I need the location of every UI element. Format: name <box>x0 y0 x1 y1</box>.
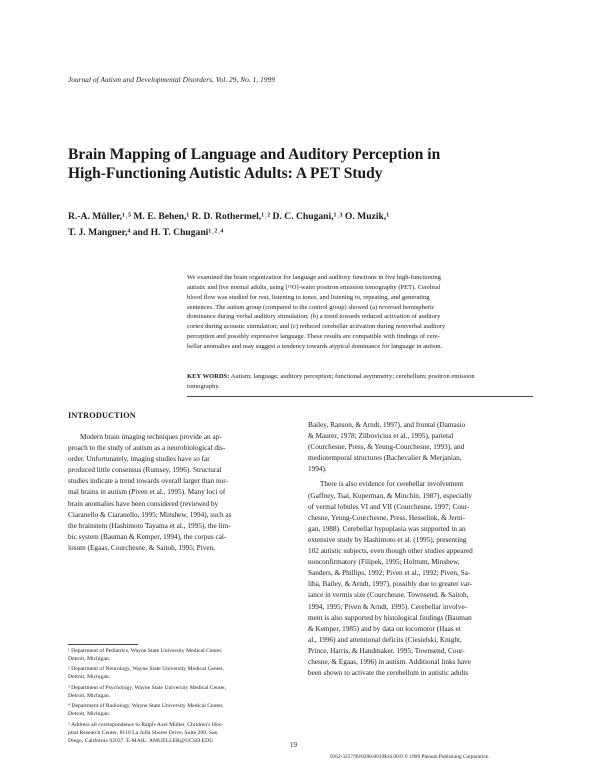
footnote-line: ² Department of Neurology, Wayne State University Medical Center, <box>68 666 224 673</box>
abstract-line: cortex during acoustic stimulation; and (c) reduced cerebellar activation during nonverbal auditory <box>187 323 446 331</box>
body-line: 1994). <box>308 465 327 474</box>
footnote <box>68 666 298 682</box>
body-line: 102 autistic subjects, even though other studies appeared <box>308 547 473 556</box>
abstract-line: dominance during verbal auditory stimulation; (b) a trend towards reduced activation of auditory <box>187 313 441 321</box>
copyright-line: 0162-3257/99/0200-0019$16.00/0 © 1999 Plenum Publishing Corporation <box>330 754 489 760</box>
body-line: bic system (Bauman & Kemper, 1994), the corpus cal- <box>68 532 227 541</box>
body-column-left <box>68 432 298 554</box>
footnote <box>68 703 298 719</box>
body-line: iance in vermis size (Courchesne, Townsend, & Saitoh, <box>308 591 469 600</box>
body-line: extensive study by Hashimoto et al. (1995), presenting <box>308 535 467 544</box>
journal-citation: Journal of Autism and Developmental Disorders, Vol. 29, No. 1, 1999 <box>68 76 275 84</box>
body-line: (Courchesne, Press, & Yeung-Courchesne, 1993), and <box>308 443 465 452</box>
body-line: 1994, 1995; Piven & Arndt, 1995). Cerebellar involve- <box>308 602 468 611</box>
body-line: & Maurer, 1978; Zilbovicius et al., 1995), parietal <box>308 432 454 441</box>
footnote <box>68 648 298 664</box>
page-number: 19 <box>290 741 297 749</box>
title-line: High-Functioning Autistic Adults: A PET Study <box>68 165 383 182</box>
keywords-label: KEY WORDS: <box>187 373 230 380</box>
body-line: chesne, Yeung-Courchesne, Press, Hesselink, & Jerni- <box>308 513 466 522</box>
abstract-line: sentences. The autism group (compared to the control group) showed (a) reversed hemispheric <box>187 303 435 311</box>
footnote-line: ⁵ Address all correspondence to Ralph-Axel Müller, Children's Hos- <box>68 721 223 728</box>
body-line: been shown to activate the cerebellum in autistic adults <box>308 669 469 678</box>
body-line: al., 1996) and attentional deficits (Ciesielski, Knight, <box>308 635 462 644</box>
body-line: nonconfirmatory (Filipek, 1995; Holttum, Minshew, <box>308 558 460 567</box>
footnote-divider <box>68 644 138 645</box>
abstract-line: We examined the brain organization for language and auditory functions in five high-functioning <box>187 274 441 281</box>
body-column-right <box>308 420 536 679</box>
footnote <box>68 722 298 746</box>
body-line: the brainstem (Hashimoto Tayama et al., 1995), the lim- <box>68 521 231 530</box>
abstract-line: bellar anomalies and may suggest a tendency towards atypical dominance for language in autism. <box>187 342 443 350</box>
body-line: Modern brain imaging techniques provide an ap- <box>80 433 222 441</box>
title-line: Brain Mapping of Language and Auditory Perception in <box>68 146 441 163</box>
keywords-text-continued: tomography. <box>187 382 220 390</box>
body-line: mediotemporal structures (Bachevalier & Merjanian, <box>308 454 462 463</box>
abstract-line: autistic and five normal adults, using [¹⁵O]-water positron emission tomography (PET). Cerebral <box>187 283 441 291</box>
body-line: proach to the study of autism as a neurobiological dis- <box>68 444 226 453</box>
body-line: There is also evidence for cerebellar involvement <box>320 480 464 489</box>
footnote-line: Detroit, Michigan. <box>68 692 111 699</box>
footnote-line: ³ Department of Psychology, Wayne State University Medical Center, <box>68 684 227 691</box>
keywords-text: Autism; language; auditory perception; functional asymmetry; cerebellum; positron emission <box>230 373 475 380</box>
body-line: losum (Egaas, Courchesne, & Saitoh, 1995; Piven, <box>68 543 215 552</box>
body-line: gan, 1988). Cerebellar hypoplasia was supported in an <box>308 524 466 533</box>
footnotes <box>68 648 298 748</box>
body-line: mal brains in autism (Piven et al., 1995). Many loci of <box>68 488 226 497</box>
abstract <box>187 273 533 352</box>
footnote-line: ¹ Department of Pediatrics, Wayne State University Medical Center, <box>68 648 223 654</box>
body-line: Bailey, Ranson, & Arndt, 1997), and frontal (Damasio <box>308 421 466 429</box>
footnote-line: Detroit, Michigan. <box>68 674 111 681</box>
body-line: brain anomalies have been considered (reviewed by <box>68 499 219 508</box>
body-line: Sanders, & Phillips, 1992; Piven et al., 1992; Piven, Sa- <box>308 569 471 578</box>
body-line: liba, Bailey, & Arndt, 1997), possibly due to greater var- <box>308 580 472 589</box>
keywords <box>187 372 533 392</box>
abstract-line: blood flow was studied for rest, listening to tones, and listening to, repeating, and generating <box>187 293 430 301</box>
footnote-line: ⁴ Department of Radiology, Wayne State University Medical Center, <box>68 703 224 710</box>
abstract-divider <box>187 396 533 397</box>
author-list <box>68 209 538 241</box>
footnote-line: Detroit, Michigan. <box>68 711 111 718</box>
body-line: & Kemper, 1985) and by data on locomotor (Haas et <box>308 624 461 633</box>
body-line: chesne, & Egaas, 1996) in autism. Additional links have <box>308 657 471 666</box>
body-line: Ciaranello & Ciaranello, 1995; Minshew, 1994), such as <box>68 510 232 519</box>
footnote-line: Detroit, Michigan. <box>68 655 111 662</box>
author-line: T. J. Mangner,⁴ and H. T. Chugani¹˒²˒⁴ <box>68 227 224 238</box>
body-line: Prince, Harris, & Handmaker, 1995; Townsend, Cour- <box>308 646 465 655</box>
section-heading-introduction: INTRODUCTION <box>68 411 136 420</box>
body-line: studies indicate a trend towards overall larger than nor- <box>68 477 228 486</box>
abstract-line: perception and possibly expressive language. These results are compatible with findings of cere- <box>187 333 440 341</box>
body-line: order. Unfortunately, imaging studies have so far <box>68 455 210 464</box>
footnote-line: pital Research Center, 8110 La Jolla Shores Drive, Suite 200, San <box>68 729 218 736</box>
body-line: (Gaffney, Tsai, Kuperman, & Minchin, 1987), especially <box>308 491 473 500</box>
footnote-line: Diego, California 92037. E-MAIL: AMUELLER@UCSD.EDU <box>68 737 214 744</box>
footnote <box>68 685 298 701</box>
body-line: ment is also supported by histological findings (Bauman <box>308 613 472 622</box>
author-line: R.-A. Müller,¹˒⁵ M. E. Behen,¹ R. D. Rothermel,¹˒² D. C. Chugani,¹˒³ O. Muzik,¹ <box>68 211 390 222</box>
body-line: produced little consensus (Rumsey, 1996). Structural <box>68 466 222 475</box>
body-line: of vermal lobules VI and VII (Courchesne, 1997; Cour- <box>308 502 470 511</box>
article-title <box>68 145 538 183</box>
